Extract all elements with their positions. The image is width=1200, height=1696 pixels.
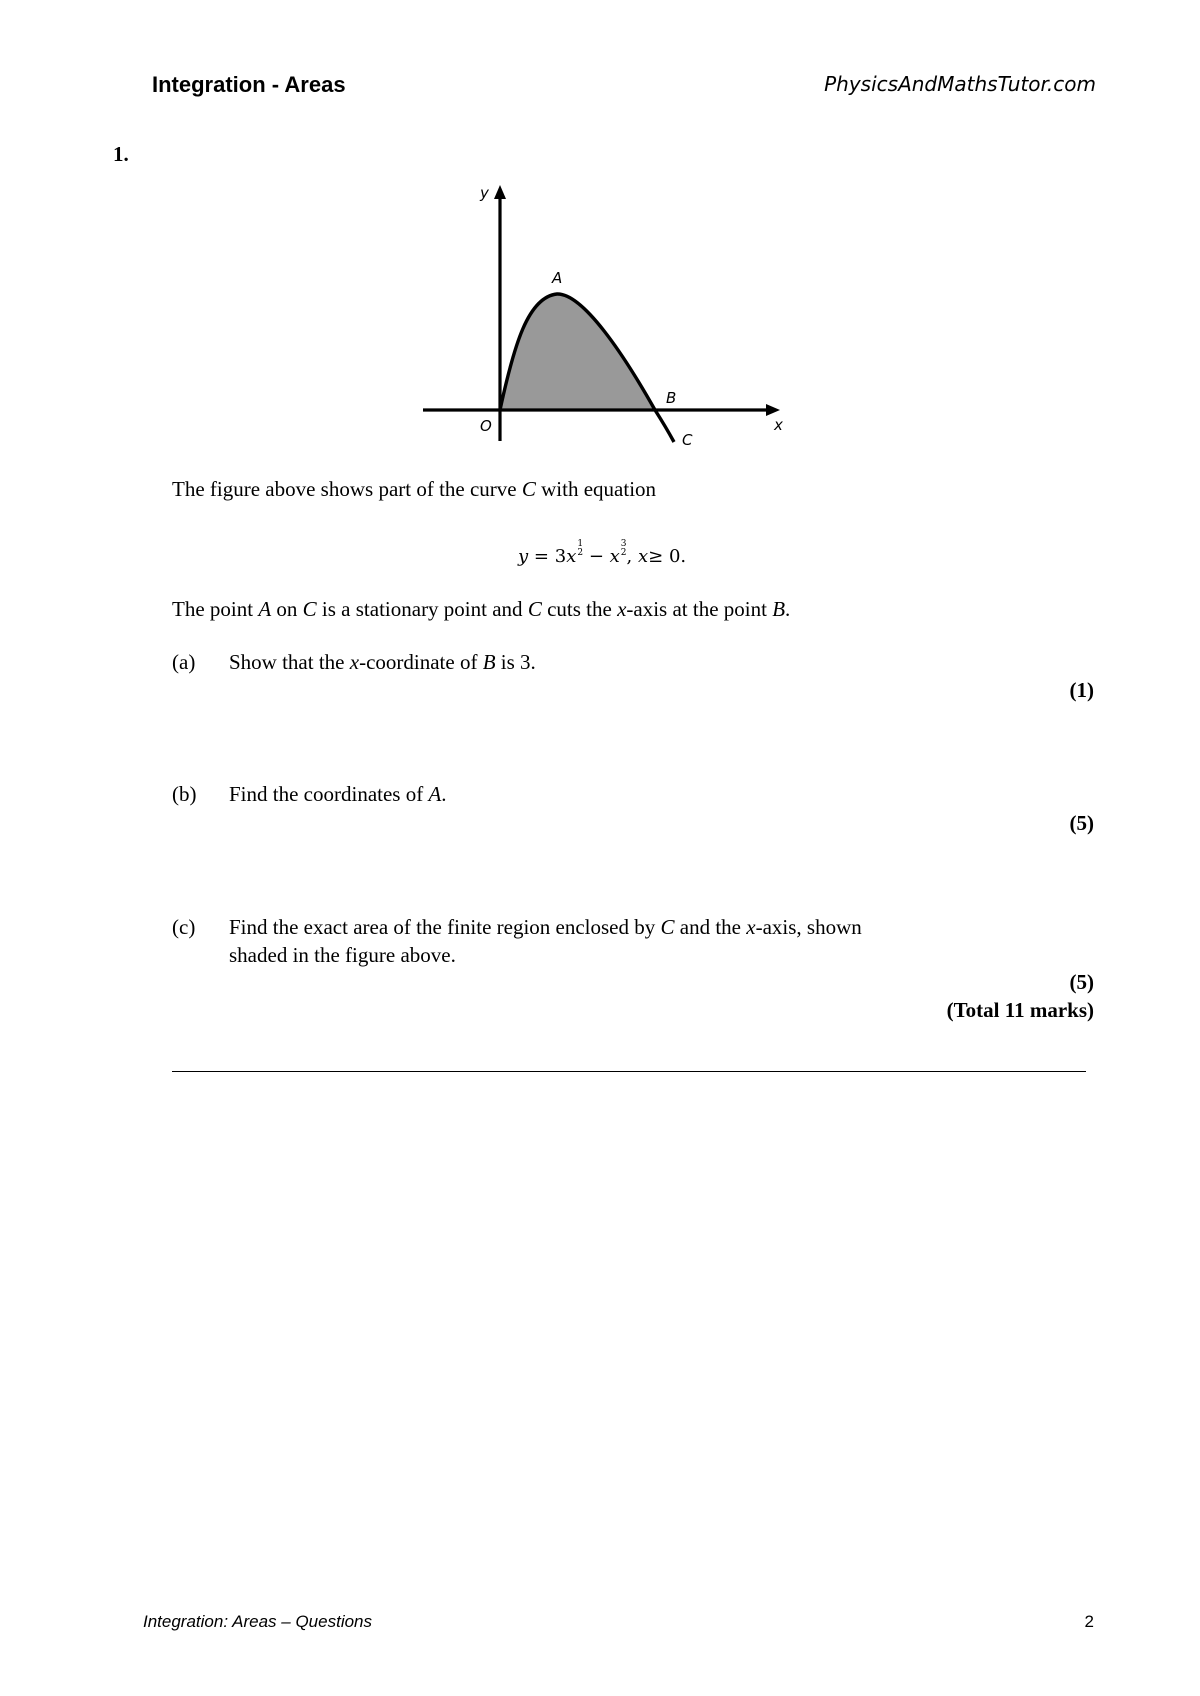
curve-c-label: C <box>682 431 693 449</box>
eq-comma: , <box>626 546 633 567</box>
part-c-t3: -axis, shown <box>755 915 862 939</box>
part-c-label: (c) <box>172 915 196 939</box>
part-a-t2: -coordinate of <box>359 650 483 674</box>
curve-equation <box>518 540 686 567</box>
part-c-text <box>229 915 862 940</box>
stat-text-2: on <box>276 597 298 621</box>
y-axis-arrow <box>494 185 506 199</box>
stat-text-6: . <box>785 597 791 621</box>
eq-exp2-num: 3 <box>620 539 627 549</box>
eq-exp2-den: 2 <box>620 548 627 558</box>
part-a-t3: is 3. <box>495 650 536 674</box>
intro-sentence <box>172 477 656 502</box>
y-axis-label: y <box>480 185 489 202</box>
question-divider <box>172 1071 1086 1072</box>
part-c-text-line2: shaded in the figure above. <box>229 943 456 967</box>
part-a-t1: Show that the <box>229 650 350 674</box>
footer-title: Integration: Areas – Questions <box>143 1612 373 1631</box>
stat-curve-c2: C <box>527 597 542 621</box>
stationary-sentence <box>172 597 790 622</box>
stat-x-var: x <box>617 597 627 621</box>
part-a-text <box>229 650 536 675</box>
part-a-marks: (1) <box>1069 678 1094 702</box>
eq-equals: = <box>533 546 549 567</box>
eq-cond: ≥ 0. <box>648 546 687 567</box>
intro-text-2: with equation <box>541 477 657 501</box>
stat-text-5: -axis at the point <box>626 597 767 621</box>
x-axis-arrow <box>766 404 780 416</box>
stat-text-4: cuts the <box>547 597 612 621</box>
stat-text-3: is a stationary point and <box>321 597 523 621</box>
eq-var1: x <box>566 546 577 567</box>
eq-minus: − <box>588 546 604 567</box>
x-axis-label: x <box>774 416 783 434</box>
intro-text-1: The figure above shows part of the curve <box>172 477 517 501</box>
point-b-label: B <box>666 389 677 407</box>
part-a-label: (a) <box>172 650 196 674</box>
part-c-v2: x <box>746 915 756 939</box>
part-b-v1: A <box>428 782 442 806</box>
eq-coef: 3 <box>554 546 567 567</box>
part-b-label: (b) <box>172 782 197 806</box>
part-a-v2: B <box>482 650 496 674</box>
question-number: 1. <box>113 142 129 166</box>
shaded-region <box>500 294 655 410</box>
total-marks: (Total 11 marks) <box>946 998 1094 1022</box>
eq-exp1-den: 2 <box>577 548 584 558</box>
eq-exp1-num: 1 <box>577 539 584 549</box>
part-c-v1: C <box>660 915 675 939</box>
eq-exp1 <box>577 540 583 558</box>
point-a-label: A <box>552 269 563 287</box>
curve-figure <box>418 185 798 455</box>
part-b-t2: . <box>441 782 447 806</box>
stat-point-b: B <box>772 597 786 621</box>
intro-curve-name: C <box>521 477 536 501</box>
part-c-marks: (5) <box>1069 970 1094 994</box>
origin-label: O <box>480 417 492 435</box>
page-number: 2 <box>1084 1612 1094 1631</box>
eq-cond-var: x <box>638 546 649 567</box>
part-b-marks: (5) <box>1069 811 1094 835</box>
part-b-text <box>229 782 447 807</box>
stat-text-1: The point <box>172 597 254 621</box>
site-name: PhysicsAndMathsTutor.com <box>824 72 1096 96</box>
stat-point-a: A <box>258 597 272 621</box>
part-b-t1: Find the coordinates of <box>229 782 429 806</box>
part-c-t1: Find the exact area of the finite region enclosed by <box>229 915 661 939</box>
page-header-title: Integration - Areas <box>152 72 346 97</box>
stat-curve-c1: C <box>302 597 317 621</box>
part-a-v1: x <box>349 650 360 674</box>
eq-var2: x <box>609 546 620 567</box>
part-c-t2: and the <box>674 915 747 939</box>
eq-lhs: y <box>518 546 529 567</box>
